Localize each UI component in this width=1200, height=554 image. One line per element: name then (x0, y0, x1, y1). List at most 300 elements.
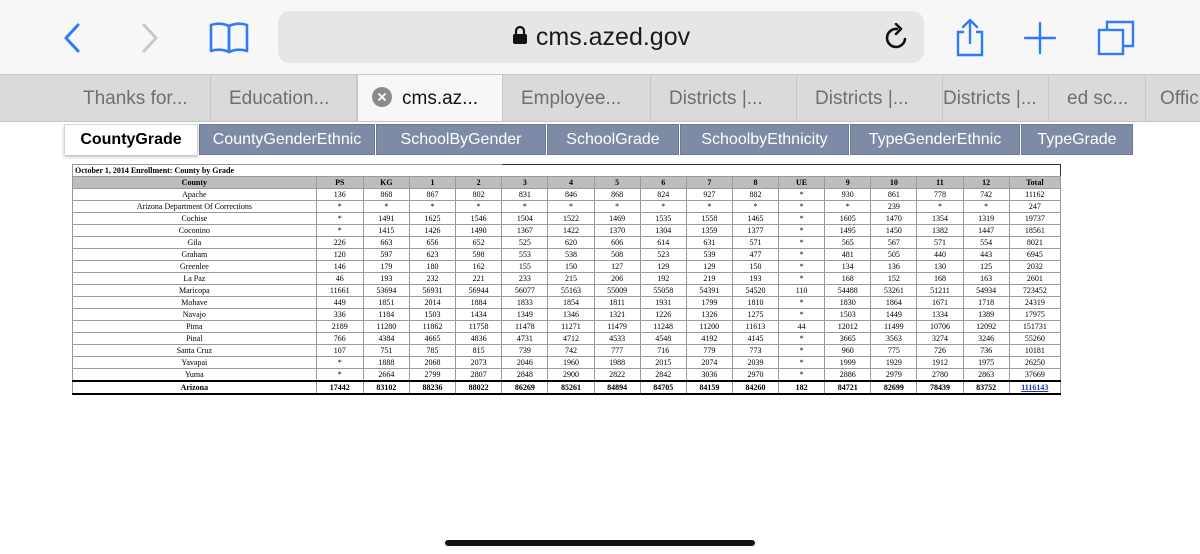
address-bar[interactable] (278, 11, 924, 63)
enrollment-cell: 4548 (640, 333, 686, 345)
column-header: PS (316, 177, 363, 189)
enrollment-cell: 155 (502, 261, 548, 273)
county-name-cell: Yavapai (73, 357, 317, 369)
county-name-cell: Mohave (73, 297, 317, 309)
total-cell: 85261 (548, 381, 594, 394)
enrollment-cell: 1377 (732, 225, 778, 237)
enrollment-cell: 1359 (686, 225, 732, 237)
enrollment-cell: 1503 (409, 309, 455, 321)
enrollment-cell: * (409, 201, 455, 213)
enrollment-cell: 127 (594, 261, 640, 273)
enrollment-cell: 247 (1009, 201, 1060, 213)
enrollment-cell: 440 (917, 249, 963, 261)
county-name-cell: Santa Cruz (73, 345, 317, 357)
enrollment-cell: * (825, 201, 871, 213)
enrollment-cell: 766 (316, 333, 363, 345)
enrollment-cell: 17975 (1009, 309, 1060, 321)
enrollment-cell: * (779, 237, 825, 249)
tab-school-by-ethnicity[interactable]: SchoolbyEthnicity (680, 124, 849, 155)
enrollment-cell: 597 (363, 249, 409, 261)
enrollment-cell: 567 (871, 237, 917, 249)
enrollment-table (72, 164, 1061, 395)
enrollment-cell: 46 (316, 273, 363, 285)
enrollment-cell: 1447 (963, 225, 1009, 237)
enrollment-cell: 930 (825, 189, 871, 201)
enrollment-cell: 571 (917, 237, 963, 249)
enrollment-cell: 180 (409, 261, 455, 273)
enrollment-cell: 742 (963, 189, 1009, 201)
browser-tab[interactable] (651, 75, 797, 122)
column-header: UE (779, 177, 825, 189)
enrollment-cell: * (732, 201, 778, 213)
enrollment-cell: 1226 (640, 309, 686, 321)
column-header: KG (363, 177, 409, 189)
enrollment-cell: * (594, 201, 640, 213)
plus-icon (1023, 21, 1057, 55)
enrollment-cell: 54488 (825, 285, 871, 297)
enrollment-cell: * (779, 309, 825, 321)
table-row (73, 297, 1061, 309)
enrollment-cell: 1470 (871, 213, 917, 225)
enrollment-cell: 1346 (548, 309, 594, 321)
column-header: 6 (640, 177, 686, 189)
enrollment-cell: 882 (732, 189, 778, 201)
enrollment-cell: 1422 (548, 225, 594, 237)
share-icon (954, 18, 986, 58)
enrollment-cell: 1367 (502, 225, 548, 237)
total-cell: 86269 (502, 381, 548, 394)
enrollment-cell: 11499 (871, 321, 917, 333)
enrollment-cell: 1833 (502, 297, 548, 309)
enrollment-cell: 239 (871, 201, 917, 213)
enrollment-cell: 162 (456, 261, 502, 273)
tabs-overview-button[interactable] (1096, 18, 1136, 58)
enrollment-cell: 1349 (502, 309, 548, 321)
enrollment-cell: 1503 (825, 309, 871, 321)
total-cell: 88236 (409, 381, 455, 394)
enrollment-cell: 620 (548, 237, 594, 249)
enrollment-cell: 11478 (502, 321, 548, 333)
enrollment-cell: 232 (409, 273, 455, 285)
enrollment-cell: 1931 (640, 297, 686, 309)
enrollment-cell: 2014 (409, 297, 455, 309)
enrollment-cell: 477 (732, 249, 778, 261)
enrollment-cell: 55260 (1009, 333, 1060, 345)
enrollment-cell: 11862 (409, 321, 455, 333)
county-name-cell: La Paz (73, 273, 317, 285)
enrollment-cell: 19737 (1009, 213, 1060, 225)
enrollment-cell: 831 (502, 189, 548, 201)
tab-label: ed sc... (1067, 88, 1129, 109)
enrollment-cell: 525 (502, 237, 548, 249)
enrollment-cell: 24319 (1009, 297, 1060, 309)
enrollment-cell: 1522 (548, 213, 594, 225)
enrollment-cell: 1334 (917, 309, 963, 321)
enrollment-cell: 163 (963, 273, 1009, 285)
enrollment-cell: 134 (825, 261, 871, 273)
enrollment-cell: 2664 (363, 369, 409, 382)
enrollment-cell: 1535 (640, 213, 686, 225)
tab-type-gender-ethnic[interactable]: TypeGenderEthnic (850, 124, 1020, 155)
bookmarks-button[interactable] (206, 18, 252, 58)
enrollment-cell: 1304 (640, 225, 686, 237)
enrollment-cell: 2900 (548, 369, 594, 382)
enrollment-cell: 1275 (732, 309, 778, 321)
total-cell: 84159 (686, 381, 732, 394)
tab-label: Employee... (521, 88, 622, 109)
county-name-cell: Yuma (73, 369, 317, 382)
enrollment-cell: 508 (594, 249, 640, 261)
enrollment-cell: * (963, 201, 1009, 213)
enrollment-cell: 1999 (825, 357, 871, 369)
tab-type-grade[interactable]: TypeGrade (1021, 124, 1133, 155)
column-header: 3 (502, 177, 548, 189)
table-row (73, 261, 1061, 273)
enrollment-cell: 723452 (1009, 285, 1060, 297)
enrollment-cell: 152 (871, 273, 917, 285)
tab-label: Districts |... (943, 88, 1037, 109)
county-name-cell: Pinal (73, 333, 317, 345)
new-tab-button[interactable] (1020, 18, 1060, 58)
enrollment-cell: 1495 (825, 225, 871, 237)
enrollment-cell: 1830 (825, 297, 871, 309)
enrollment-cell: 4712 (548, 333, 594, 345)
enrollment-cell: 1929 (871, 357, 917, 369)
enrollment-cell: 193 (363, 273, 409, 285)
enrollment-cell: 4384 (363, 333, 409, 345)
enrollment-cell: 11613 (732, 321, 778, 333)
enrollment-cell: 1321 (594, 309, 640, 321)
enrollment-cell: 11758 (456, 321, 502, 333)
tab-county-gender-ethnic[interactable]: CountyGenderEthnic (199, 124, 375, 155)
enrollment-cell: 54391 (686, 285, 732, 297)
enrollment-cell: 2979 (871, 369, 917, 382)
enrollment-cell: * (779, 249, 825, 261)
forward-button[interactable] (130, 18, 170, 58)
enrollment-cell: 1810 (732, 297, 778, 309)
grand-total-link[interactable]: 1116143 (1009, 381, 1060, 394)
enrollment-cell: 1884 (456, 297, 502, 309)
enrollment-cell: * (779, 261, 825, 273)
table-row (73, 201, 1061, 213)
enrollment-cell: 10706 (917, 321, 963, 333)
table-caption: October 1, 2014 Enrollment: County by Grade (73, 165, 502, 177)
table-row (73, 189, 1061, 201)
enrollment-cell: 553 (502, 249, 548, 261)
enrollment-cell: 1546 (456, 213, 502, 225)
enrollment-cell: 4192 (686, 333, 732, 345)
enrollment-cell: * (779, 357, 825, 369)
enrollment-cell: 125 (963, 261, 1009, 273)
enrollment-cell: 1811 (594, 297, 640, 309)
enrollment-cell: * (779, 297, 825, 309)
enrollment-cell: 150 (732, 261, 778, 273)
column-header: 12 (963, 177, 1009, 189)
enrollment-cell: 775 (871, 345, 917, 357)
lock-icon (512, 25, 528, 45)
enrollment-cell: * (316, 357, 363, 369)
enrollment-cell: 146 (316, 261, 363, 273)
enrollment-cell: 11479 (594, 321, 640, 333)
enrollment-cell: 1799 (686, 297, 732, 309)
enrollment-cell: 1469 (594, 213, 640, 225)
enrollment-cell: 927 (686, 189, 732, 201)
total-cell: 88022 (456, 381, 502, 394)
enrollment-cell: 192 (640, 273, 686, 285)
enrollment-cell: 120 (316, 249, 363, 261)
total-label-cell: Arizona (73, 381, 317, 394)
enrollment-cell: 598 (456, 249, 502, 261)
tab-school-grade[interactable]: SchoolGrade (547, 124, 679, 155)
enrollment-cell: 37669 (1009, 369, 1060, 382)
enrollment-cell: 1354 (917, 213, 963, 225)
enrollment-cell: 2068 (409, 357, 455, 369)
enrollment-cell: 824 (640, 189, 686, 201)
enrollment-cell: 1389 (963, 309, 1009, 321)
enrollment-cell: 54934 (963, 285, 1009, 297)
table-row (73, 321, 1061, 333)
enrollment-cell: 53261 (871, 285, 917, 297)
enrollment-cell: 151731 (1009, 321, 1060, 333)
enrollment-cell: 2046 (502, 357, 548, 369)
enrollment-cell: 55009 (594, 285, 640, 297)
enrollment-cell: 736 (963, 345, 1009, 357)
browser-tab-active[interactable] (357, 75, 503, 122)
column-header: 1 (409, 177, 455, 189)
browser-tab[interactable] (797, 75, 943, 122)
enrollment-cell: 443 (963, 249, 1009, 261)
enrollment-cell: 193 (732, 273, 778, 285)
enrollment-cell: 2073 (456, 357, 502, 369)
tab-label: Offic (1160, 88, 1199, 109)
table-row (73, 237, 1061, 249)
table-body (73, 189, 1061, 395)
browser-tab[interactable] (0, 75, 211, 122)
close-tab-icon[interactable] (372, 87, 392, 107)
enrollment-cell: * (779, 369, 825, 382)
tab-school-by-gender[interactable]: SchoolByGender (376, 124, 546, 155)
column-header: 10 (871, 177, 917, 189)
enrollment-cell: 481 (825, 249, 871, 261)
enrollment-cell: 11200 (686, 321, 732, 333)
enrollment-cell: * (316, 225, 363, 237)
reload-icon[interactable] (884, 23, 910, 51)
enrollment-cell: * (316, 213, 363, 225)
enrollment-cell: 777 (594, 345, 640, 357)
chevron-left-icon (61, 22, 83, 54)
table-row (73, 249, 1061, 261)
share-button[interactable] (950, 18, 990, 58)
total-cell: 84705 (640, 381, 686, 394)
enrollment-cell: 150 (548, 261, 594, 273)
enrollment-cell: 56077 (502, 285, 548, 297)
county-name-cell: Arizona Department Of Corrections (73, 201, 317, 213)
enrollment-cell: 4836 (456, 333, 502, 345)
enrollment-cell: 129 (686, 261, 732, 273)
enrollment-cell: 44 (779, 321, 825, 333)
enrollment-cell: 11248 (640, 321, 686, 333)
enrollment-cell: 1625 (409, 213, 455, 225)
enrollment-cell: 1854 (548, 297, 594, 309)
enrollment-cell: 168 (917, 273, 963, 285)
enrollment-cell: 206 (594, 273, 640, 285)
county-name-cell: Cochise (73, 213, 317, 225)
enrollment-cell: 179 (363, 261, 409, 273)
enrollment-cell: 1415 (363, 225, 409, 237)
enrollment-cell: 565 (825, 237, 871, 249)
enrollment-cell: 2015 (640, 357, 686, 369)
enrollment-cell: 11162 (1009, 189, 1060, 201)
county-name-cell: Gila (73, 237, 317, 249)
enrollment-cell: 53694 (363, 285, 409, 297)
enrollment-cell: 846 (548, 189, 594, 201)
enrollment-cell: 26250 (1009, 357, 1060, 369)
total-cell: 84721 (825, 381, 871, 394)
enrollment-cell: 1718 (963, 297, 1009, 309)
enrollment-cell: 12012 (825, 321, 871, 333)
enrollment-cell: * (363, 201, 409, 213)
column-header: 8 (732, 177, 778, 189)
enrollment-cell: 2842 (640, 369, 686, 382)
enrollment-cell: 861 (871, 189, 917, 201)
column-header: 5 (594, 177, 640, 189)
total-cell: 84894 (594, 381, 640, 394)
enrollment-cell: 868 (594, 189, 640, 201)
enrollment-cell: 726 (917, 345, 963, 357)
enrollment-cell: 4533 (594, 333, 640, 345)
enrollment-cell: 1605 (825, 213, 871, 225)
enrollment-cell: 51211 (917, 285, 963, 297)
enrollment-cell: * (316, 369, 363, 382)
enrollment-cell: 538 (548, 249, 594, 261)
enrollment-cell: 1558 (686, 213, 732, 225)
enrollment-cell: 868 (363, 189, 409, 201)
tabs-icon (1096, 19, 1136, 57)
enrollment-cell: 3246 (963, 333, 1009, 345)
enrollment-cell: 960 (825, 345, 871, 357)
enrollment-cell: 11280 (363, 321, 409, 333)
enrollment-cell: 233 (502, 273, 548, 285)
enrollment-cell: 3036 (686, 369, 732, 382)
enrollment-cell: 55163 (548, 285, 594, 297)
enrollment-cell: * (779, 201, 825, 213)
table-row (73, 333, 1061, 345)
enrollment-cell: 1490 (456, 225, 502, 237)
enrollment-cell: 716 (640, 345, 686, 357)
enrollment-cell: * (779, 273, 825, 285)
enrollment-cell: 221 (456, 273, 502, 285)
enrollment-cell: 652 (456, 237, 502, 249)
enrollment-cell: 1434 (456, 309, 502, 321)
back-button[interactable] (52, 18, 92, 58)
browser-tab[interactable] (211, 75, 357, 122)
browser-tab-strip (0, 74, 1200, 122)
enrollment-cell: 1912 (917, 357, 963, 369)
browser-tab[interactable] (943, 75, 1049, 122)
total-cell: 82699 (871, 381, 917, 394)
enrollment-cell: 2074 (686, 357, 732, 369)
enrollment-cell: 2807 (456, 369, 502, 382)
enrollment-cell: 1382 (917, 225, 963, 237)
enrollment-cell: 4731 (502, 333, 548, 345)
enrollment-cell: 539 (686, 249, 732, 261)
enrollment-cell: * (502, 201, 548, 213)
enrollment-cell: 523 (640, 249, 686, 261)
enrollment-cell: * (779, 345, 825, 357)
browser-tab[interactable] (503, 75, 651, 122)
browser-tab[interactable] (1049, 75, 1146, 122)
enrollment-cell: 2032 (1009, 261, 1060, 273)
county-name-cell: Greenlee (73, 261, 317, 273)
enrollment-cell: 2780 (917, 369, 963, 382)
total-cell: 17442 (316, 381, 363, 394)
tab-county-grade[interactable]: CountyGrade (64, 124, 198, 155)
enrollment-cell: 867 (409, 189, 455, 201)
county-name-cell: Maricopa (73, 285, 317, 297)
tab-label: cms.az... (402, 88, 479, 109)
enrollment-cell: 1491 (363, 213, 409, 225)
enrollment-cell: 8021 (1009, 237, 1060, 249)
enrollment-cell: 554 (963, 237, 1009, 249)
enrollment-cell: 1426 (409, 225, 455, 237)
enrollment-cell: 136 (871, 261, 917, 273)
enrollment-cell: 1465 (732, 213, 778, 225)
enrollment-cell: 336 (316, 309, 363, 321)
browser-tab[interactable] (1146, 75, 1200, 122)
enrollment-cell: 449 (316, 297, 363, 309)
enrollment-cell: 1960 (548, 357, 594, 369)
enrollment-cell: 1449 (871, 309, 917, 321)
enrollment-cell: 1671 (917, 297, 963, 309)
enrollment-cell: 773 (732, 345, 778, 357)
enrollment-cell: 56944 (456, 285, 502, 297)
enrollment-cell: 1864 (871, 297, 917, 309)
enrollment-cell: * (917, 201, 963, 213)
enrollment-cell: 2848 (502, 369, 548, 382)
enrollment-cell: 168 (825, 273, 871, 285)
enrollment-cell: * (316, 201, 363, 213)
enrollment-cell: 3274 (917, 333, 963, 345)
total-cell: 78439 (917, 381, 963, 394)
table-row (73, 285, 1061, 297)
enrollment-cell: 631 (686, 237, 732, 249)
total-cell: 83102 (363, 381, 409, 394)
enrollment-cell: 54520 (732, 285, 778, 297)
enrollment-cell: 136 (316, 189, 363, 201)
enrollment-cell: 1888 (363, 357, 409, 369)
enrollment-cell: 779 (686, 345, 732, 357)
enrollment-cell: 11661 (316, 285, 363, 297)
enrollment-cell: 55058 (640, 285, 686, 297)
enrollment-cell: * (779, 189, 825, 201)
enrollment-cell: 623 (409, 249, 455, 261)
enrollment-cell: * (640, 201, 686, 213)
table-row (73, 369, 1061, 382)
enrollment-cell: 614 (640, 237, 686, 249)
home-indicator[interactable] (445, 540, 755, 546)
column-header: 2 (456, 177, 502, 189)
enrollment-cell: 1504 (502, 213, 548, 225)
enrollment-cell: 2886 (825, 369, 871, 382)
enrollment-cell: 4145 (732, 333, 778, 345)
enrollment-cell: 219 (686, 273, 732, 285)
enrollment-cell: * (779, 213, 825, 225)
enrollment-cell: 1450 (871, 225, 917, 237)
tab-label: Education... (229, 88, 330, 109)
enrollment-cell: 10181 (1009, 345, 1060, 357)
enrollment-cell: 656 (409, 237, 455, 249)
county-name-cell: Navajo (73, 309, 317, 321)
